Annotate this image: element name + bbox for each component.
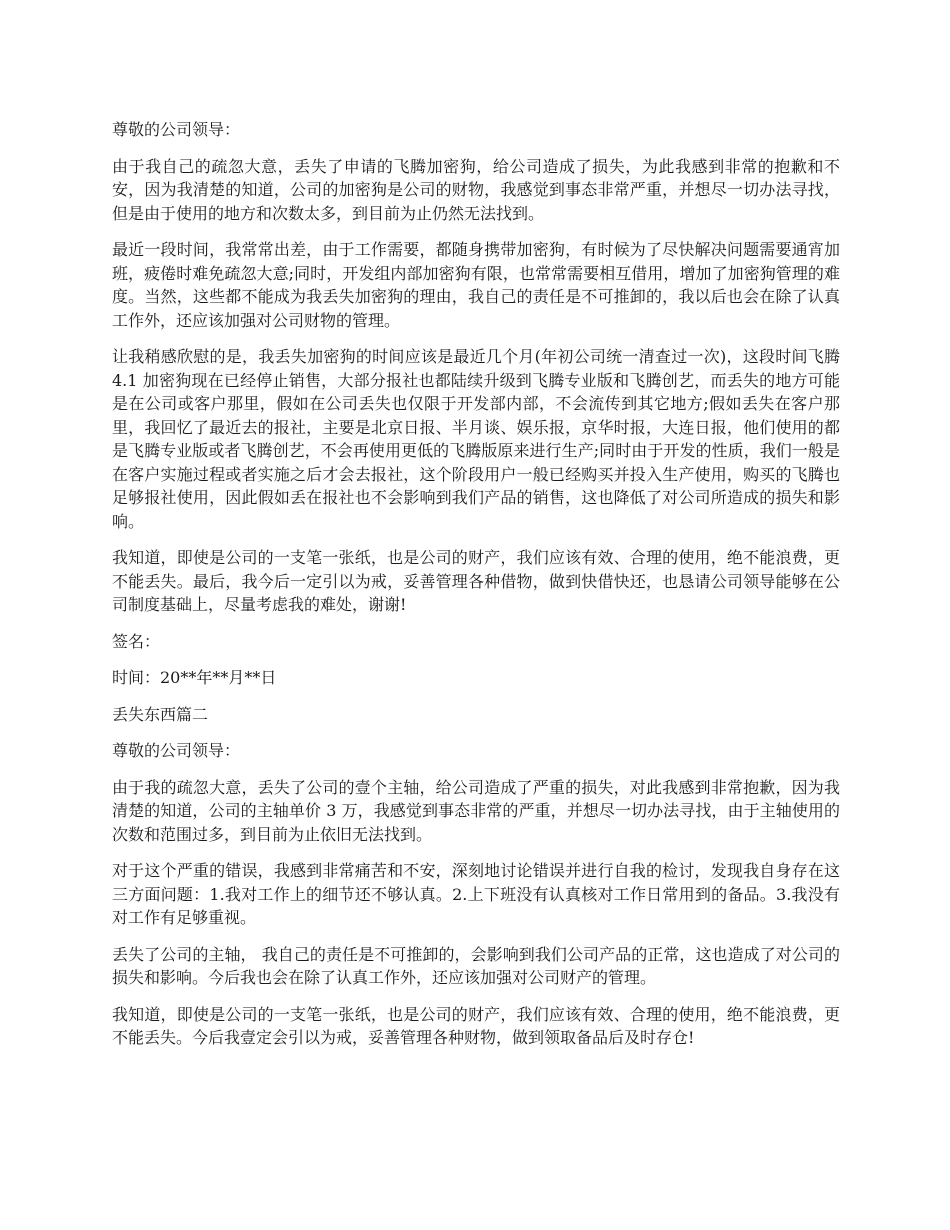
paragraph: 我知道，即使是公司的一支笔一张纸，也是公司的财产，我们应该有效、合理的使用，绝不能浪费，更不能丢失。今后我壹定会引以为戒，妥善管理各种财物，做到领取备品后及时存仓! — [112, 1004, 840, 1047]
salutation: 尊敬的公司领导： — [112, 120, 241, 139]
section-title: 丢失东西篇二 — [112, 704, 209, 724]
signature-line: 签名： — [112, 631, 161, 651]
salutation: 尊敬的公司领导： — [112, 741, 241, 760]
paragraph: 让我稍感欣慰的是，我丢失加密狗的时间应该是最近几个月(年初公司统一清查过一次)，这段时间飞腾 4.1 加密狗现在已经停止销售，大部分报社也都陆续升级到飞腾专业版和飞腾创艺，而丢失的地方可能是在公司或客户那里，假如在公司丢失也仅限于开发部内部，不会流传到其它地方;假如丢失在客户那里，我回忆了最近去的报社，主要是北京日报、半月谈、娱乐报，京华时报，大连日报，他们使用的都是飞腾专业版或者飞腾创艺，不会再使用更低的飞腾版原来进行生产;同时由于开发的性质，我们一般是在客户实施过程或者实施之后才会去报社，这个阶段用户一般已经购买并投入生产使用，购买的飞腾也足够报社使用，因此假如丢在报社也不会影响到我们产品的销售，这也降低了对公司所造成的损失和影响。 — [112, 347, 840, 531]
paragraph: 最近一段时间，我常常出差，由于工作需要，都随身携带加密狗，有时候为了尽快解决问题需要通宵加班，疲倦时难免疏忽大意;同时，开发组内部加密狗有限，也常常需要相互借用，增加了加密狗管理的难度。当然，这些都不能成为我丢失加密狗的理由，我自己的责任是不可推卸的，我以后也会在除了认真工作外，还应该加强对公司财物的管理。 — [112, 240, 840, 330]
paragraph: 由于我的疏忽大意，丢失了公司的壹个主轴，给公司造成了严重的损失，对此我感到非常抱歉，因为我清楚的知道，公司的主轴单价 3 万，我感觉到事态非常的严重，并想尽一切办法寻找，由于主轴使用的次数和范围过多，到目前为止依旧无法找到。 — [112, 777, 840, 844]
paragraph: 丢失了公司的主轴， 我自己的责任是不可推卸的，会影响到我们公司产品的正常，这也造成了对公司的损失和影响。今后我也会在除了认真工作外，还应该加强对公司财产的管理。 — [112, 944, 840, 987]
paragraph: 由于我自己的疏忽大意，丢失了申请的飞腾加密狗，给公司造成了损失，为此我感到非常的抱歉和不安，因为我清楚的知道，公司的加密狗是公司的财物，我感觉到事态非常严重，并想尽一切办法寻找，但是由于使用的地方和次数太多，到目前为止仍然无法找到。 — [112, 156, 840, 223]
paragraph: 我知道，即使是公司的一支笔一张纸，也是公司的财产，我们应该有效、合理的使用，绝不能浪费，更不能丢失。最后，我今后一定引以为戒，妥善管理各种借物，做到快借快还，也恳请公司领导能够在公司制度基础上，尽量考虑我的难处，谢谢! — [112, 548, 840, 614]
document-body — [112, 118, 840, 1063]
paragraph: 对于这个严重的错误，我感到非常痛苦和不安，深刻地讨论错误并进行自我的检讨，发现我自身存在这三方面问题：1.我对工作上的细节还不够认真。2.上下班没有认真核对工作日常用到的备品。3.我没有对工作有足够重视。 — [112, 861, 840, 927]
date-line: 时间：20**年**月**日 — [112, 668, 277, 687]
